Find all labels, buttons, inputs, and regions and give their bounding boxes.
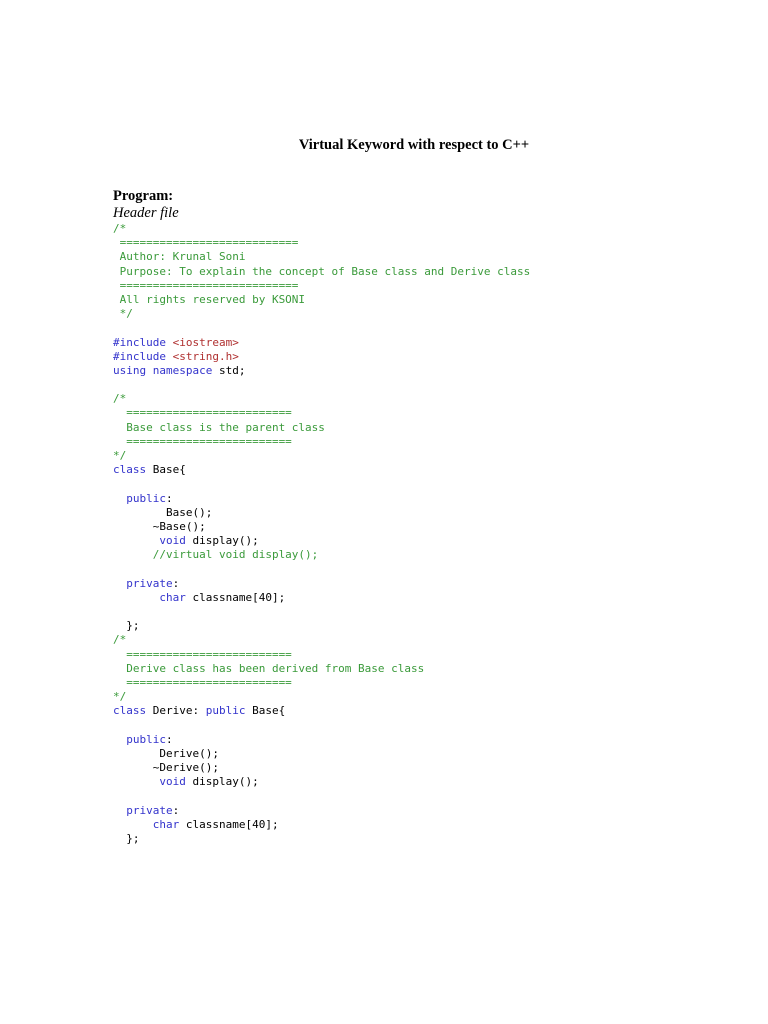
code-token: public [205, 704, 253, 718]
code-token: Base(); [113, 505, 213, 519]
code-line [113, 321, 530, 335]
code-line [113, 775, 530, 789]
code-line [113, 605, 530, 619]
code-line [113, 307, 530, 321]
code-token: using namespace [113, 363, 219, 377]
code-token: #include [113, 349, 173, 363]
code-token: Derive class has been derived from Base class [113, 661, 425, 675]
code-token: //virtual void display(); [113, 548, 319, 562]
code-line [113, 222, 530, 236]
code-token: =========================== [113, 278, 299, 292]
code-line [113, 378, 530, 392]
code-line [113, 619, 530, 633]
code-token: void [113, 534, 193, 548]
code-token: ========================= [113, 406, 292, 420]
code-token: Derive(); [113, 746, 219, 760]
code-line [113, 421, 530, 435]
code-token: : [172, 576, 180, 590]
code-line [113, 534, 530, 548]
program-label: Program: [113, 188, 174, 204]
code-line [113, 733, 530, 747]
code-line [113, 704, 530, 718]
code-token: void [113, 775, 193, 789]
code-token: Author: Krunal Soni [113, 250, 246, 264]
code-line [113, 676, 530, 690]
code-token: char [113, 817, 186, 831]
code-token: All rights reserved by KSONI [113, 292, 306, 306]
code-token: /* [113, 222, 127, 235]
code-token: Base{ [152, 463, 186, 477]
code-token: Purpose: To explain the concept of Base class and Derive class [113, 264, 531, 278]
code-token: */ [113, 690, 127, 704]
code-line [113, 790, 530, 804]
code-line [113, 293, 530, 307]
code-token: ========================= [113, 676, 292, 689]
code-line [113, 279, 530, 293]
code-token: ~Derive(); [113, 761, 219, 775]
code-line [113, 690, 530, 704]
code-token: classname[40]; [185, 817, 279, 831]
code-token: public [113, 732, 166, 746]
code-line [113, 364, 530, 378]
code-line [113, 506, 530, 520]
code-line [113, 818, 530, 832]
code-line [113, 761, 530, 775]
code-token: }; [113, 619, 140, 633]
code-line [113, 591, 530, 605]
code-token: #include [113, 335, 173, 349]
code-line [113, 548, 530, 562]
code-token: char [113, 590, 193, 604]
code-token: std; [218, 363, 246, 377]
code-line [113, 520, 530, 534]
code-token: class [113, 463, 153, 477]
code-token: ========================= [113, 647, 292, 661]
code-token: private [113, 576, 173, 590]
code-token: classname[40]; [192, 590, 286, 604]
code-token: display(); [192, 775, 259, 789]
code-token: private [113, 803, 173, 817]
code-token: : [165, 732, 173, 746]
code-token: /* [113, 392, 127, 406]
code-token: class [113, 704, 153, 718]
code-line [113, 563, 530, 577]
code-line [113, 832, 530, 846]
code-line [113, 435, 530, 449]
code-line [113, 577, 530, 591]
code-token: <string.h> [172, 349, 239, 363]
code-token: ========================= [113, 434, 292, 448]
code-line [113, 747, 530, 761]
code-token: ~Base(); [113, 519, 206, 533]
code-token: : [172, 803, 180, 817]
code-line [113, 265, 530, 279]
code-line [113, 406, 530, 420]
code-line [113, 250, 530, 264]
code-line [113, 477, 530, 491]
header-file-label: Header file [113, 205, 179, 221]
code-line [113, 492, 530, 506]
code-token: */ [113, 307, 133, 321]
document-title: Virtual Keyword with respect to C++ [298, 137, 530, 153]
code-token: =========================== [113, 236, 299, 250]
code-block [113, 222, 530, 846]
code-token: }; [113, 832, 140, 846]
code-token: display(); [192, 534, 259, 548]
code-line [113, 719, 530, 733]
code-token: : [165, 491, 173, 505]
code-line [113, 392, 530, 406]
code-token: public [113, 491, 166, 505]
code-line [113, 648, 530, 662]
code-line [113, 336, 530, 350]
code-line [113, 463, 530, 477]
code-token: Base{ [252, 704, 286, 718]
code-token: /* [113, 633, 127, 647]
code-token: <iostream> [172, 335, 239, 349]
code-line [113, 236, 530, 250]
code-token: Derive: [152, 704, 206, 718]
code-token: Base class is the parent class [113, 420, 325, 434]
code-line [113, 633, 530, 647]
code-line [113, 449, 530, 463]
code-line [113, 350, 530, 364]
code-token: */ [113, 449, 127, 462]
code-line [113, 662, 530, 676]
code-line [113, 804, 530, 818]
